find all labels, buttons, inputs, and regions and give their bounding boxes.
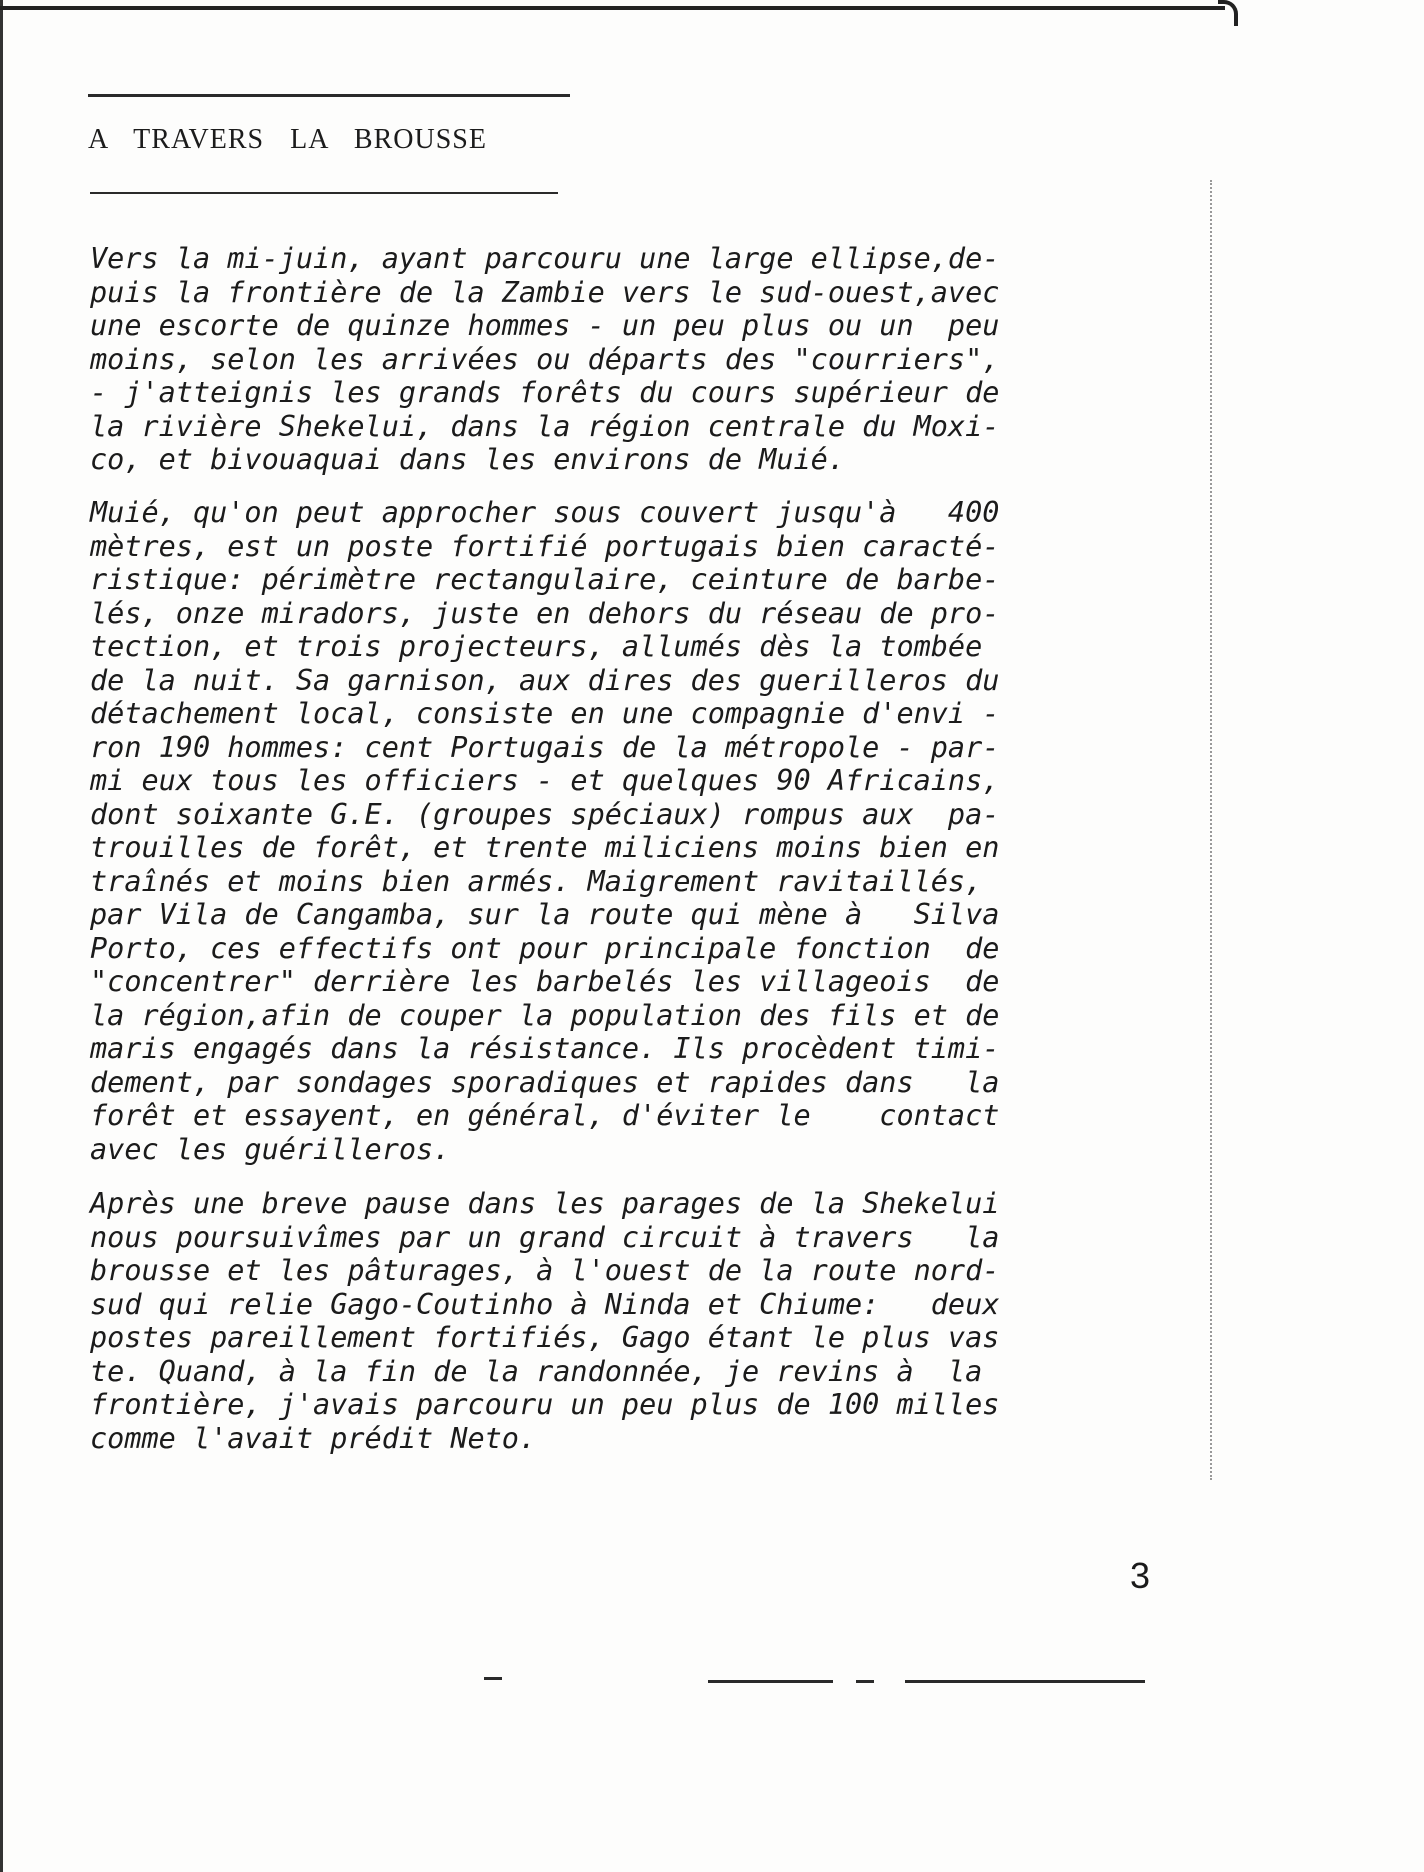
text-line: la rivière Shekelui, dans la région centrale du Moxi- (90, 409, 1000, 443)
text-line: par Vila de Cangamba, sur la route qui mène à Silva (90, 898, 1000, 931)
text-line: mi eux tous les officiers - et quelques 90 Africains, (90, 764, 1000, 797)
text-line: puis la frontière de la Zambie vers le sud-ouest,avec (90, 275, 1000, 309)
bottom-mark (484, 1677, 502, 1680)
text-line: sud qui relie Gago-Coutinho à Ninda et Chiume: deux (90, 1287, 1000, 1321)
text-line: frontière, j'avais parcouru un peu plus de 100 milles (90, 1388, 1000, 1421)
text-line: ron 190 hommes: cent Portugais de la métropole - par- (90, 730, 1000, 764)
text-line: Après une breve pause dans les parages de la Shekelui (90, 1187, 1000, 1220)
text-line: trouilles de forêt, et trente miliciens moins bien en (90, 831, 1000, 864)
heading-bottom-rule (90, 192, 558, 194)
text-line: dont soixante G.E. (groupes spéciaux) rompus aux pa- (90, 797, 1000, 831)
text-line: de la nuit. Sa garnison, aux dires des guerilleros du (90, 663, 1000, 697)
text-line: avec les guérilleros. (90, 1132, 451, 1166)
text-line: Muié, qu'on peut approcher sous couvert jusqu'à 400 (90, 496, 1000, 529)
bottom-rule-left (708, 1680, 833, 1683)
text-line: la région,afin de couper la population des fils et de (90, 998, 1000, 1032)
scan-top-edge (0, 6, 1225, 10)
paragraph-1 (90, 242, 1190, 477)
text-line: Porto, ces effectifs ont pour principale fonction de (90, 931, 1000, 965)
text-line: nous poursuivîmes par un grand circuit à travers la (90, 1220, 1000, 1254)
text-line: mètres, est un poste fortifié portugais bien caracté- (90, 529, 1000, 563)
scan-left-edge (0, 0, 3, 1872)
text-line: postes pareillement fortifiés, Gago étant le plus vas (90, 1321, 1000, 1354)
scan-right-artifact (1210, 180, 1214, 1480)
bottom-rule-right (905, 1680, 1145, 1683)
text-line: forêt et essayent, en général, d'éviter le contact (90, 1099, 1000, 1132)
text-line: maris engagés dans la résistance. Ils procèdent timi- (90, 1032, 1000, 1065)
text-line: co, et bivouaquai dans les environs de Muié. (90, 443, 845, 476)
heading-top-rule (88, 94, 570, 97)
text-line: dement, par sondages sporadiques et rapides dans la (90, 1065, 1000, 1099)
bottom-mark (856, 1680, 874, 1683)
text-line: "concentrer" derrière les barbelés les villageois de (90, 965, 1000, 998)
text-line: Vers la mi-juin, ayant parcouru une large ellipse,de- (90, 242, 1000, 275)
page-heading: A TRAVERS LA BROUSSE (88, 124, 487, 155)
text-line: brousse et les pâturages, à l'ouest de la route nord- (90, 1254, 1000, 1287)
text-line: comme l'avait prédit Neto. (90, 1421, 537, 1455)
text-line: ristique: périmètre rectangulaire, ceinture de barbe- (90, 563, 1000, 596)
paragraph-2 (90, 496, 1190, 1166)
text-line: moins, selon les arrivées ou départs des "courriers", (90, 342, 1000, 376)
text-line: lés, onze miradors, juste en dehors du réseau de pro- (90, 596, 1000, 630)
text-line: traînés et moins bien armés. Maigrement ravitaillés, (90, 864, 983, 898)
scan-corner-curl (1218, 0, 1238, 26)
text-line: tection, et trois projecteurs, allumés dès la tombée (90, 630, 983, 663)
text-line: te. Quand, à la fin de la randonnée, je revins à la (90, 1354, 983, 1388)
page-number: 3 (1130, 1555, 1151, 1596)
text-line: une escorte de quinze hommes - un peu plus ou un peu (90, 309, 1000, 342)
text-line: - j'atteignis les grands forêts du cours supérieur de (90, 376, 1000, 409)
paragraph-3 (90, 1187, 1190, 1455)
text-line: détachement local, consiste en une compagnie d'envi - (90, 697, 1000, 730)
